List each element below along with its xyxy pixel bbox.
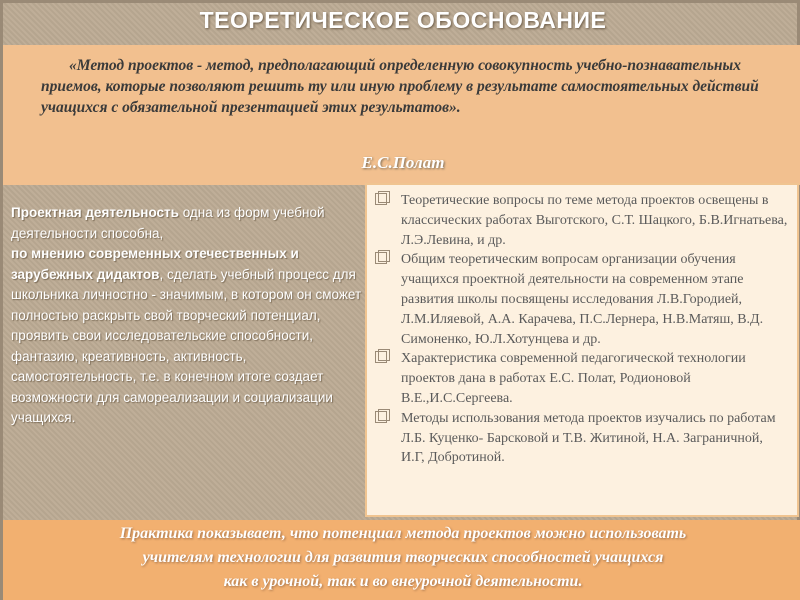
list-item xyxy=(375,191,789,250)
list-item-text: Методы использования метода проектов изучались по работам Л.Б. Куценко- Барсковой и Т.В. Житиной, Н.А. Заграничной, И.Г, Добротиной. xyxy=(401,410,776,466)
list-item xyxy=(375,409,789,468)
list-item-text: Теоретические вопросы по теме метода проектов освещены в классических работах Выготского, С.Т. Шацкого, Б.В.Игнатьева, Л.Э.Левина, и др. xyxy=(401,193,788,248)
checkbox-bullet-icon xyxy=(375,411,387,423)
slide-title: ТЕОРЕТИЧЕСКОЕ ОБОСНОВАНИЕ xyxy=(199,7,607,33)
list-item-text: Общим теоретическим вопросам организации обучения учащихся проектной деятельности на современном этапе развития школы посвящены исследования Л.В.Городией, Л.М.Иляевой, А.А. Карачева, П.С.Лернера, Н.В.Матяш, В.Д. Симоненко, Ю.Л.Хотунцева и др. xyxy=(401,252,764,347)
checkbox-bullet-icon xyxy=(375,193,387,205)
checkbox-bullet-icon xyxy=(375,252,387,264)
conclusion-line-3: как в урочной, так и во внеурочной деятельности. xyxy=(223,573,583,590)
research-references-box xyxy=(365,183,799,517)
list-item xyxy=(375,349,789,408)
left-column xyxy=(11,203,363,429)
quote-text: «Метод проектов - метод, предполагающий определенную совокупность учебно-познавательных приемов, которые позволяют решить ту или иную проблему в результате самостоятельных действий учащихся с обязательной презентацией этих результатов». xyxy=(41,57,759,116)
conclusion-line-1: Практика показывает, что потенциал метода проектов можно использовать xyxy=(119,525,687,542)
paragraph-text-2: , сделать учебный процесс для школьника личностно - значимым, в котором он сможет полностью раскрыть свой творческий потенциал, проявить свои исследовательские способности, фантазию, креативность, активность, самостоятельность, т.е. в конечном итоге создает возможности для самореализации и социализации учащихся. xyxy=(11,266,362,425)
conclusion-text xyxy=(3,520,800,594)
conclusion-band xyxy=(3,520,800,600)
references-list xyxy=(367,185,797,468)
conclusion-line-2: учителям технологии для развития творческих способностей учащихся xyxy=(142,549,664,566)
paragraph-bold-term: Проектная деятельность xyxy=(11,205,179,220)
project-activity-paragraph xyxy=(11,203,363,429)
paragraph-text-1: одна из форм учебной деятельности способна, xyxy=(11,205,325,241)
checkbox-bullet-icon xyxy=(375,351,387,363)
quote-author: Е.С.Полат xyxy=(361,153,445,172)
list-item xyxy=(375,250,789,349)
list-item-text: Характеристика современной педагогической технологии проектов дана в работах Е.С. Полат, Родионовой В.Е.,И.С.Сергеева. xyxy=(401,351,746,406)
paragraph-bold-opinion: по мнению современных отечественных и зарубежных дидактов xyxy=(11,246,299,282)
